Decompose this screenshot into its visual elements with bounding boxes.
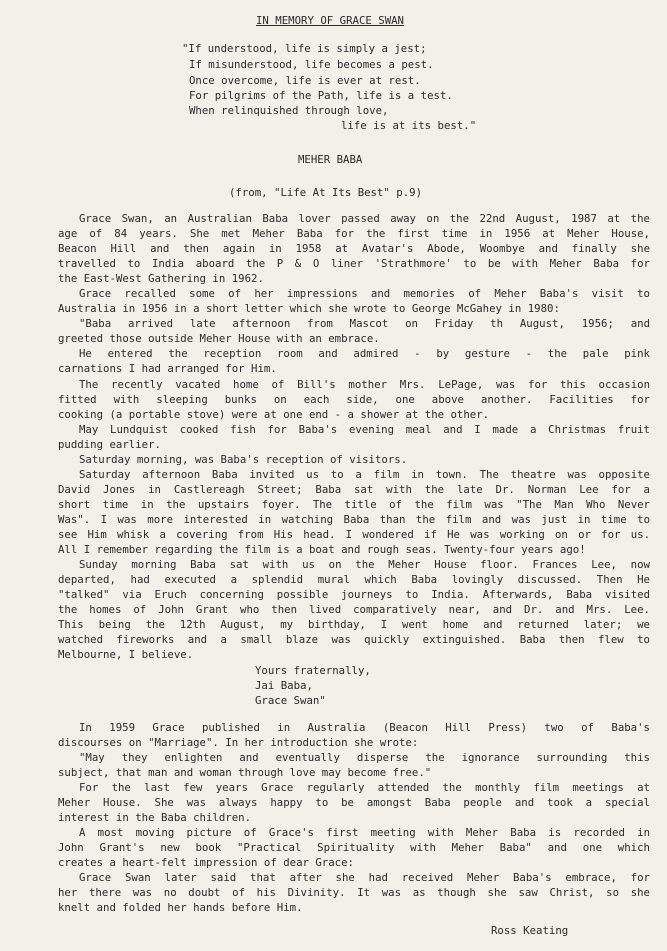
text-line: This being the 12th August, my birthday, I went home and returned later; we [58, 618, 650, 631]
text-line: In 1959 Grace published in Australia (Beacon Hill Press) two of Baba's [79, 721, 650, 734]
text-line: see Him whisk a covering from His head. I wondered if He was working on or for us. [58, 528, 650, 541]
text-line: Was". I was more interested in watching Baba than the film and was just in time to [58, 513, 650, 526]
text-line: May Lundquist cooked fish for Baba's evening meal and I made a Christmas fruit [79, 423, 650, 436]
text-line: Meher House. She was always happy to be amongst Baba people and took a special [58, 796, 650, 809]
text-line: subject, that man and woman through love may become free." [58, 766, 432, 779]
text-line: creates a heart-felt impression of dear Grace: [58, 856, 354, 869]
text-line: A most moving picture of Grace's first meeting with Meher Baba is recorded in [79, 826, 650, 839]
page-title: IN MEMORY OF GRACE SWAN [256, 14, 404, 27]
text-line: departed, had executed a splendid mural which Baba lovingly discussed. Then He [58, 573, 650, 586]
poem-line: If misunderstood, life becomes a pest. [189, 58, 434, 71]
poem-author: MEHER BABA [298, 153, 363, 166]
text-line: Grace Swan later said that after she had received Meher Baba's embrace, for [79, 871, 650, 884]
text-line: greeted those outside Meher House with an embrace. [58, 332, 380, 345]
text-line: Australia in 1956 in a short letter which she wrote to George McGahey in 1980: [58, 302, 560, 315]
text-line: age of 84 years. She met Meher Baba for the first time in 1956 at Meher House, [58, 227, 650, 240]
text-line: short time in the upstairs foyer. The title of the film was "The Man Who Never [58, 498, 650, 511]
text-line: He entered the reception room and admired - by gesture - the pale pink [79, 347, 650, 360]
text-line: Sunday morning Baba sat with us on the Meher House floor. Frances Lee, now [79, 558, 650, 571]
text-line: John Grant's new book "Practical Spirituality with Meher Baba" and one which [58, 841, 650, 854]
signoff-line: Grace Swan" [255, 694, 326, 707]
text-line: travelled to India aboard the P & O liner 'Strathmore' to be with Meher Baba for [58, 257, 650, 270]
signoff-line: Yours fraternally, [255, 664, 371, 677]
text-line: fitted with sleeping bunks on each side, one above another. Facilities for [58, 393, 650, 406]
poem-line: For pilgrims of the Path, life is a test. [189, 89, 453, 102]
poem-source: (from, "Life At Its Best" p.9) [229, 186, 423, 199]
text-line: Grace recalled some of her impressions and memories of Meher Baba's visit to [79, 287, 650, 300]
text-line: Saturday morning, was Baba's reception of visitors. [79, 453, 408, 466]
text-line: David Jones in Castlereagh Street; Baba sat with the late Dr. Norman Lee for a [58, 483, 650, 496]
text-line: Beacon Hill and then again in 1958 at Avatar's Abode, Woombye and finally she [58, 242, 650, 255]
text-line: Saturday afternoon Baba invited us to a film in town. The theatre was opposite [79, 468, 650, 481]
text-line: interest in the Baba children. [58, 811, 252, 824]
text-line: the homes of John Grant who then lived comparatively near, and Dr. and Mrs. Lee. [58, 603, 650, 616]
text-line: knelt and folded her hands before Him. [58, 901, 303, 914]
text-line: watched fireworks and a small blaze was quickly extinguished. Baba then flew to [58, 633, 650, 646]
text-line: For the last few years Grace regularly attended the monthly film meetings at [79, 781, 650, 794]
text-line: "talked" via Eruch concerning possible journeys to India. Afterwards, Baba visited [58, 588, 650, 601]
poem-line: life is at its best." [341, 119, 477, 132]
text-line: the East-West Gathering in 1962. [58, 272, 264, 285]
text-line: All I remember regarding the film is a boat and rough seas. Twenty-four years ago! [58, 543, 586, 556]
article-author: Ross Keating [491, 924, 569, 937]
text-line: her there was no doubt of his Divinity. It was as though she saw Christ, so she [58, 886, 650, 899]
text-line: discourses on "Marriage". In her introduction she wrote: [58, 736, 419, 749]
poem-line: Once overcome, life is ever at rest. [189, 74, 421, 87]
text-line: cooking (a portable stove) were at one end - a shower at the other. [58, 408, 490, 421]
text-line: Grace Swan, an Australian Baba lover passed away on the 22nd August, 1987 at the [79, 212, 650, 225]
text-line: The recently vacated home of Bill's mother Mrs. LePage, was for this occasion [79, 378, 650, 391]
text-line: "Baba arrived late afternoon from Mascot on Friday th August, 1956; and [79, 317, 650, 330]
text-line: carnations I had arranged for Him. [58, 362, 277, 375]
text-line: pudding earlier. [58, 438, 161, 451]
text-line: Melbourne, I believe. [58, 648, 194, 661]
poem-line: When relinquished through love, [189, 104, 389, 117]
text-line: "May they enlighten and eventually disperse the ignorance surrounding this [79, 751, 650, 764]
signoff-line: Jai Baba, [255, 679, 313, 692]
poem-line: "If understood, life is simply a jest; [182, 42, 427, 55]
